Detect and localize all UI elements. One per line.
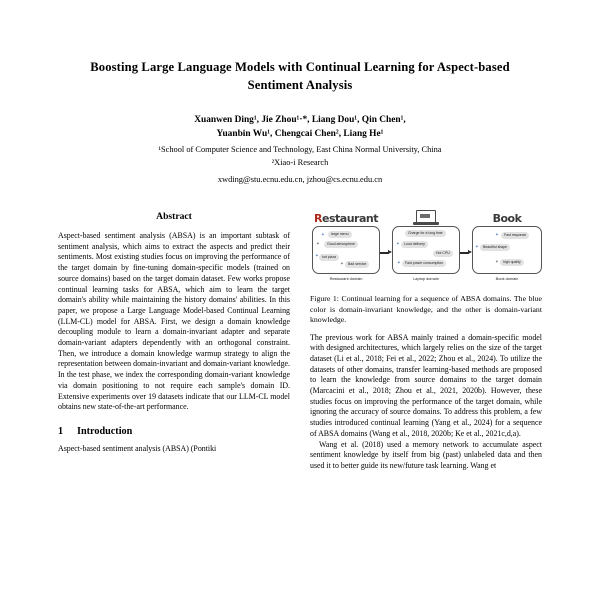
chip: large menu [328,231,352,238]
body-columns [0,208,600,472]
book-domain-box: ✦ Fast response ✦ Beautiful shape ✦ high quality [472,226,542,274]
author-line-2: Yuanbin Wu¹, Chengcai Chen², Liang He¹ [216,128,384,139]
domain-label-book: Book domain [495,276,519,281]
chip: Fast power consumption [402,260,446,267]
arrow-laptop-to-book [460,250,472,256]
restaurant-domain-box: ✦ large menu ✦ Good atmosphere ✦ hot pizza ✦ Bad service [312,226,380,274]
section-title: Introduction [77,425,133,437]
figure-domain-restaurant [312,212,380,281]
abstract-heading: Abstract [156,211,192,222]
laptop-domain-box: Charge for a long time ✦ Loud delivery Hot CPU ✦ Fast power consumption [392,226,460,274]
page-title: Boosting Large Language Models with Continual Learning for Aspect-based Sentiment Analysis [90,60,510,93]
right-paragraph-1: The previous work for ABSA mainly trained a domain-specific model with designed architectures, which largely relies on the size of the target dataset (Li et al., 2018; Fei et al., 2022; Zhou et al., 2024). To utilize the datasets of other domains, transfer learning-based methods are proposed to learn the knowledge from source domains to the target domain (Marcacini et al., 2018; Zhou et al., 2021, 2020b). However, these studies focus on improving the performance of the target domain, while ignoring the accuracy of source domains. To address this problem, a few studies introduced continual learning (Yang et al., 2024) for a sequence of ABSA domains (Wang et al., 2018, 2020b; Ke et al., 2021c,d,a). [310,332,542,438]
abstract-text: Aspect-based sentiment analysis (ABSA) is an important subtask of sentiment analysis, which aims to extract the aspects and predict their sentiments. Most existing studies focus on improving the performance of the target domain by fine-tuning domain-specific models (trained on source domains) based on the target domain dataset. Few works propose continual learning tasks for ABSA, which aim to learn the target domain's ability while maintaining the history domains' abilities. In this paper, we propose a Large Language Model-based Continual Learning (LLM-CL) model for ABSA. First, we design a domain knowledge decoupling module to learn a domain-invariant adapter and separate domain-variant adapters dependently with an orthogonal constraint. Then, we introduce a domain knowledge warmup strategy to align the representation between domain-invariant and domain-variant knowledge. In the test phase, we index the corresponding domain-variant knowledge via domain positioning to not require each sample's domain ID. Extensive experiments over 19 datasets indicate that our LLM-CL model obtains new state-of-the-art performance. [58,231,290,412]
domain-label-laptop: Laptop domain [413,276,439,281]
affiliations [70,144,530,169]
affiliation-1: ¹School of Computer Science and Technology, East China Normal University, China [158,145,442,155]
right-column [310,208,542,472]
section-number: 1 [58,425,64,437]
section-heading-introduction [58,426,290,437]
chip: Beautiful shape [480,244,510,251]
title-block [0,0,600,186]
laptop-icon [392,210,460,226]
chip: Loud delivery [401,241,428,248]
author-list [70,113,530,142]
figure-domain-laptop [392,226,460,281]
chip: Bad service [345,261,369,268]
left-column [58,208,290,472]
arrow-restaurant-to-laptop [380,250,392,256]
book-logo-icon: Book [492,212,522,225]
chip: Charge for a long time [405,230,446,237]
chip: high quality [500,259,524,266]
contact-emails: xwding@stu.ecnu.edu.cn, jzhou@cs.ecnu.edu.cn [217,175,383,185]
figure-1-diagram [310,208,542,290]
chip: hot pizza [319,254,339,261]
restaurant-logo-icon: Restaurant [314,212,378,225]
affiliation-2: ²Xiao-i Research [271,157,329,167]
chip: Fast response [501,232,529,239]
right-paragraph-2: Wang et al. (2018) used a memory network to accumulate aspect sentiment knowledge by itself from big (past) unlabeled data and then used it to better guide its new/future task learning. Wang et [310,439,542,470]
figure-domain-book [472,212,542,281]
chip: Hot CPU [433,250,453,257]
figure-1-caption: Figure 1: Continual learning for a sequence of ABSA domains. The blue color is domain-invariant knowledge, and the other is domain-variant knowledge. [310,294,542,325]
figure-1 [310,208,542,326]
domain-label-restaurant: Restaurant domain [329,276,363,281]
introduction-paragraph-1: Aspect-based sentiment analysis (ABSA) (Pontiki [58,443,217,453]
chip: Good atmosphere [324,241,358,248]
author-line-1: Xuanwen Ding¹, Jie Zhou¹·*, Liang Dou¹, Qin Chen¹, [194,114,406,125]
